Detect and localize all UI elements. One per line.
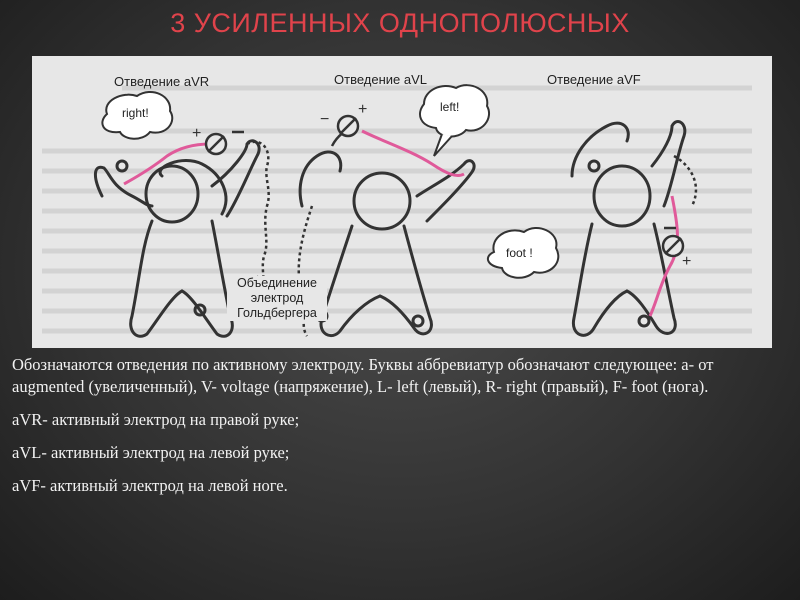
avf-description: aVF- активный электрод на левой ноге. — [12, 476, 288, 495]
speech-left: left! — [440, 100, 460, 114]
goldberger-line-1: Объединение — [237, 276, 317, 290]
illustration-drawing — [32, 56, 772, 348]
lead-label-avl: Отведение aVL — [334, 72, 427, 87]
speech-right: right! — [122, 106, 149, 120]
slide-title: 3 УСИЛЕННЫХ ОДНОПОЛЮСНЫХ — [170, 8, 630, 38]
goldberger-line-2: электрод — [250, 291, 304, 305]
lead-label-avr: Отведение aVR — [114, 74, 210, 89]
einthoven-leads-illustration — [32, 56, 772, 348]
avl-description: aVL- активный электрод на левой руке; — [12, 443, 290, 462]
svg-text:−: − — [320, 111, 330, 128]
svg-text:+: + — [682, 253, 692, 270]
slide-body — [12, 354, 788, 508]
avr-description: aVR- активный электрод на правой руке; — [12, 410, 300, 429]
goldberger-electrode-label — [227, 276, 327, 321]
lead-label-avf: Отведение aVF — [547, 72, 641, 87]
definition-paragraph: Обозначаются отведения по активному электроду. Буквы аббревиатур обозначают следующее: a- от augmented (увеличенный), V- voltage (напряжение), L- left (левый), R- right (правый), F- foot (нога). — [12, 355, 714, 396]
speech-foot: foot ! — [506, 246, 533, 260]
goldberger-line-3: Гольдбергера — [237, 306, 317, 320]
svg-text:+: + — [192, 125, 202, 142]
svg-text:+: + — [358, 101, 368, 118]
